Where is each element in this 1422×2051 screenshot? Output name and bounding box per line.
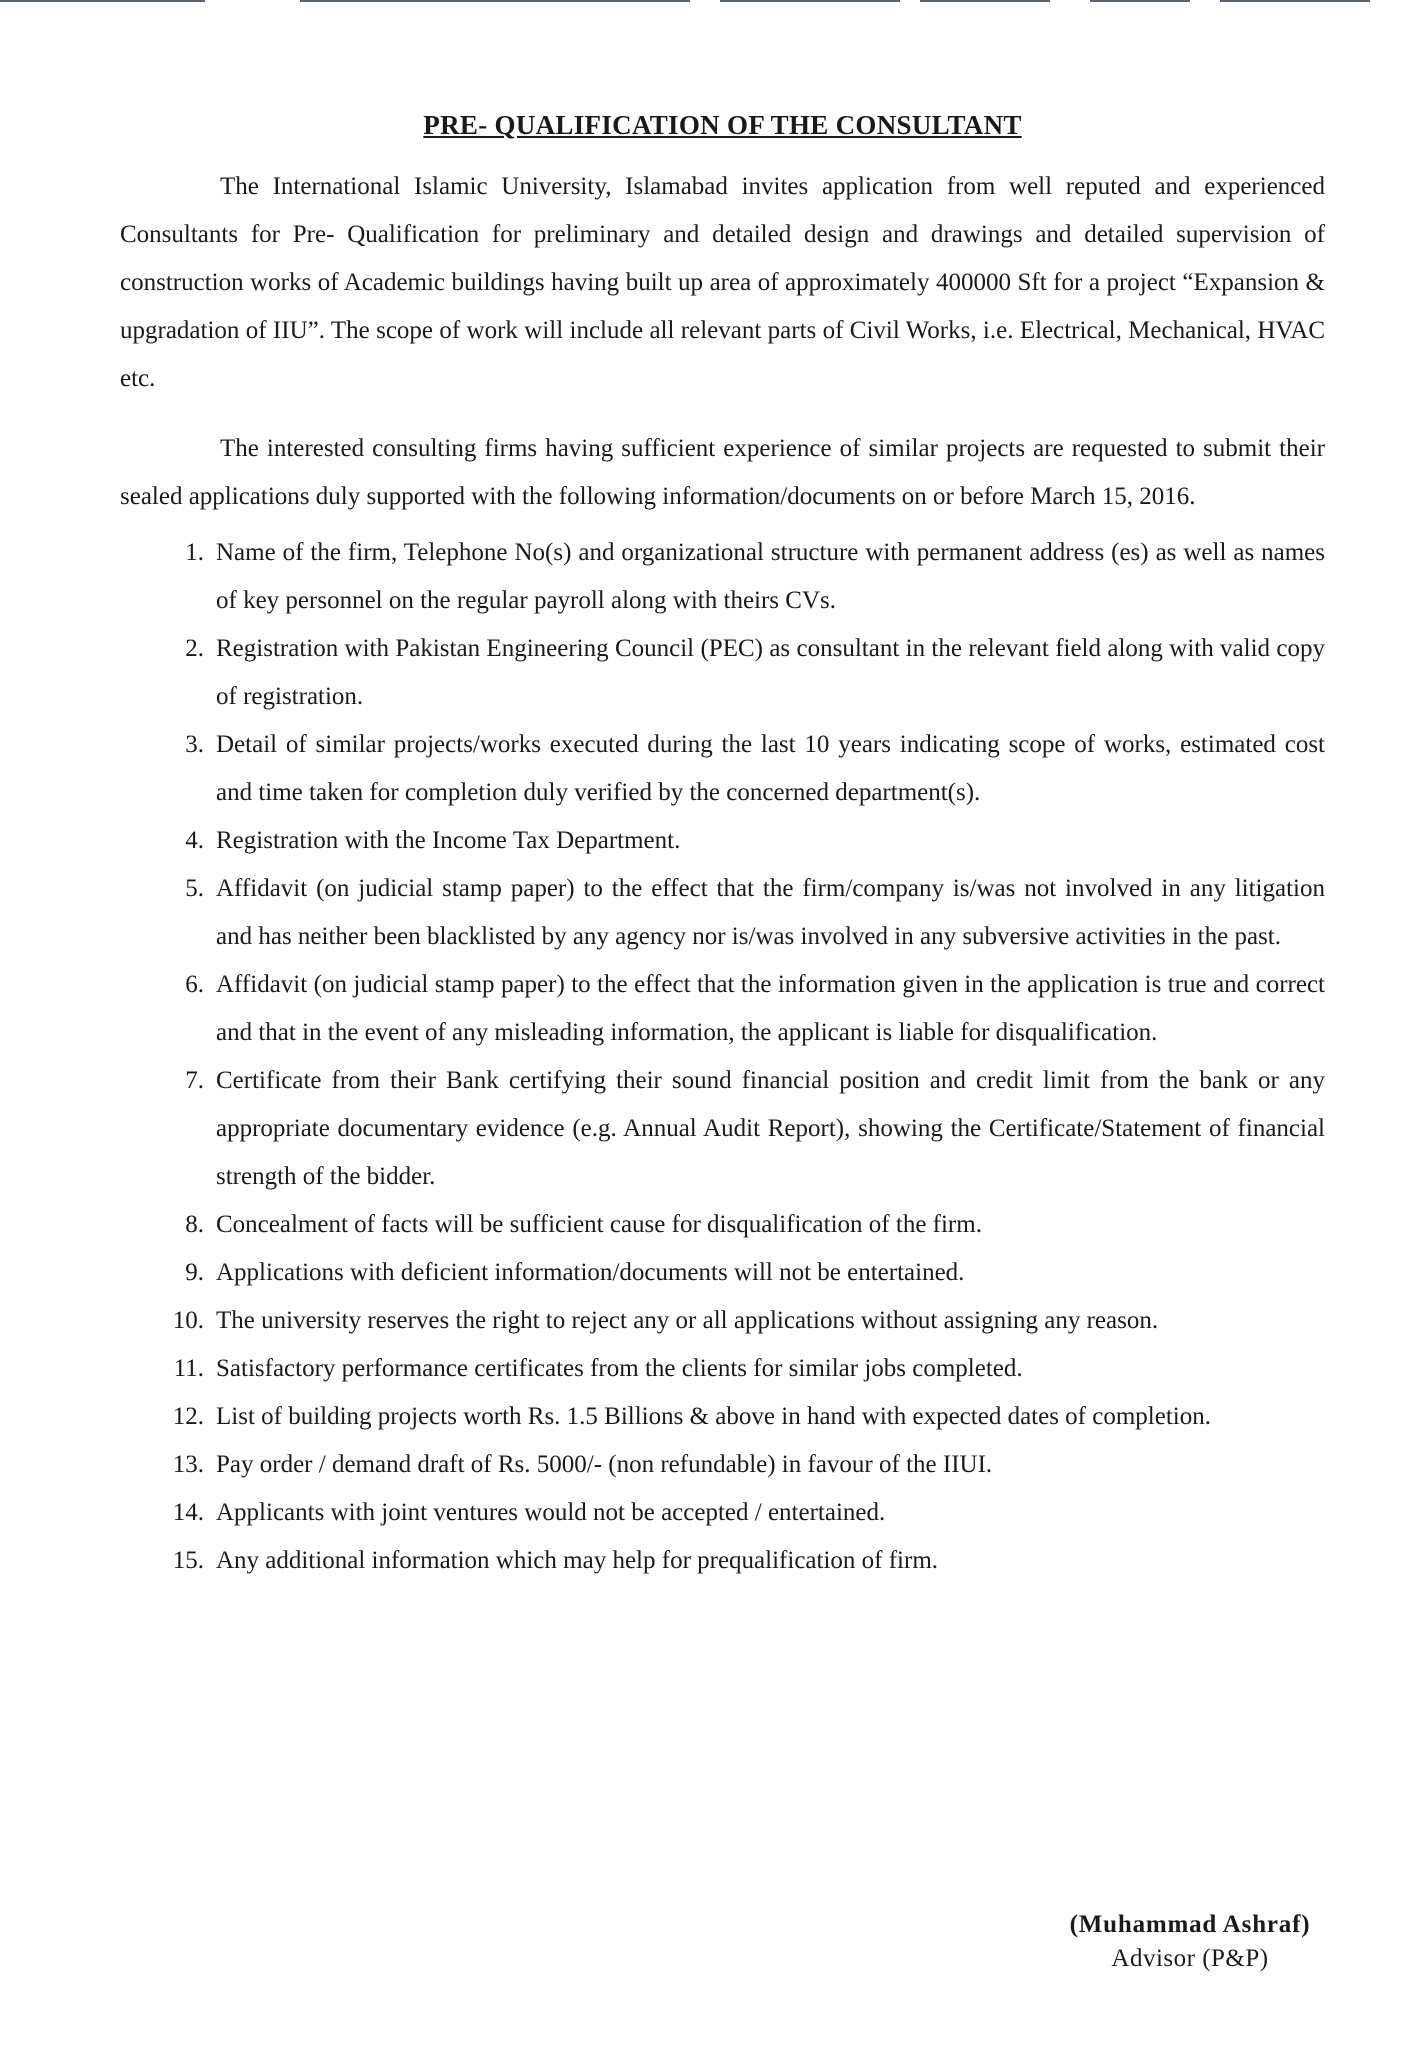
signature-block [1040, 1908, 1340, 1976]
requirement-text: Certificate from their Bank certifying their sound financial position and credit limit from the bank or any appropriate documentary evidence (e.g. Annual Audit Report), showing the Certificate/Statement of financial strength of the bidder. [216, 1067, 1325, 1190]
requirement-item [120, 1057, 1325, 1201]
requirement-number: 2. [185, 635, 204, 662]
requirement-number: 13. [172, 1451, 204, 1478]
requirement-item [120, 529, 1325, 625]
requirement-number: 5. [185, 875, 204, 902]
requirement-text: Affidavit (on judicial stamp paper) to the effect that the firm/company is/was not involved in any litigation and has neither been blacklisted by any agency nor is/was involved in any subversive activities in the past. [216, 875, 1325, 950]
requirement-text: Pay order / demand draft of Rs. 5000/- (non refundable) in favour of the IIUI. [216, 1451, 993, 1478]
requirement-number: 1. [185, 539, 204, 566]
requirement-text: Affidavit (on judicial stamp paper) to the effect that the information given in the application is true and correct and that in the event of any misleading information, the applicant is liable for disqualification. [216, 971, 1325, 1046]
requirement-item [120, 1249, 1325, 1297]
intro-paragraph: The International Islamic University, Islamabad invites application from well reputed and experienced Consultants for Pre- Qualification for preliminary and detailed design and drawings and detailed supervision of construction works of Academic buildings having built up area of approximately 400000 Sft for a project “Expansion & upgradation of IIU”. The scope of work will include all relevant parts of Civil Works, i.e. Electrical, Mechanical, HVAC etc. [120, 173, 1325, 392]
requirement-number: 4. [185, 827, 204, 854]
requirement-item [120, 865, 1325, 961]
requirement-text: The university reserves the right to reject any or all applications without assigning any reason. [216, 1307, 1159, 1334]
requirement-number: 3. [185, 731, 204, 758]
requirements-list [120, 529, 1325, 1585]
requirement-text: Any additional information which may help for prequalification of firm. [216, 1547, 939, 1574]
requirement-item [120, 1345, 1325, 1393]
signatory-name: (Muhammad Ashraf) [1069, 1911, 1311, 1938]
requirement-number: 11. [173, 1355, 204, 1382]
requirement-text: List of building projects worth Rs. 1.5 Billions & above in hand with expected dates of completion. [216, 1403, 1211, 1430]
requirement-number: 7. [185, 1067, 204, 1094]
requirement-number: 10. [172, 1307, 204, 1334]
document-page [120, 110, 1325, 1585]
requirement-item [120, 817, 1325, 865]
requirement-item [120, 625, 1325, 721]
requirement-text: Applicants with joint ventures would not be accepted / entertained. [216, 1499, 886, 1526]
requirement-number: 12. [172, 1403, 204, 1430]
requirement-text: Registration with the Income Tax Department. [216, 827, 681, 854]
signatory-designation: Advisor (P&P) [1111, 1945, 1269, 1972]
requirement-number: 14. [172, 1499, 204, 1526]
requirement-text: Applications with deficient information/documents will not be entertained. [216, 1259, 965, 1286]
document-title: PRE- QUALIFICATION OF THE CONSULTANT [423, 110, 1022, 140]
requirement-number: 6. [185, 971, 204, 998]
top-edge-lines [0, 0, 1422, 4]
requirement-text: Name of the firm, Telephone No(s) and organizational structure with permanent address (es) as well as names of key personnel on the regular payroll along with theirs CVs. [216, 539, 1325, 614]
submission-paragraph: The interested consulting firms having sufficient experience of similar projects are requested to submit their sealed applications duly supported with the following information/documents on or before March 15, 2016. [120, 435, 1325, 510]
requirement-text: Concealment of facts will be sufficient cause for disqualification of the firm. [216, 1211, 982, 1238]
requirement-item [120, 1441, 1325, 1489]
requirement-text: Registration with Pakistan Engineering Council (PEC) as consultant in the relevant field along with valid copy of registration. [216, 635, 1325, 710]
requirement-item [120, 1537, 1325, 1585]
requirement-text: Satisfactory performance certificates from the clients for similar jobs completed. [216, 1355, 1023, 1382]
requirement-item [120, 961, 1325, 1057]
requirement-item [120, 1393, 1325, 1441]
requirement-text: Detail of similar projects/works executed during the last 10 years indicating scope of works, estimated cost and time taken for completion duly verified by the concerned department(s). [216, 731, 1325, 806]
requirement-item [120, 1297, 1325, 1345]
requirement-item [120, 721, 1325, 817]
requirement-number: 8. [185, 1211, 204, 1238]
requirement-number: 15. [172, 1547, 204, 1574]
requirement-item [120, 1489, 1325, 1537]
requirement-item [120, 1201, 1325, 1249]
requirement-number: 9. [185, 1259, 204, 1286]
